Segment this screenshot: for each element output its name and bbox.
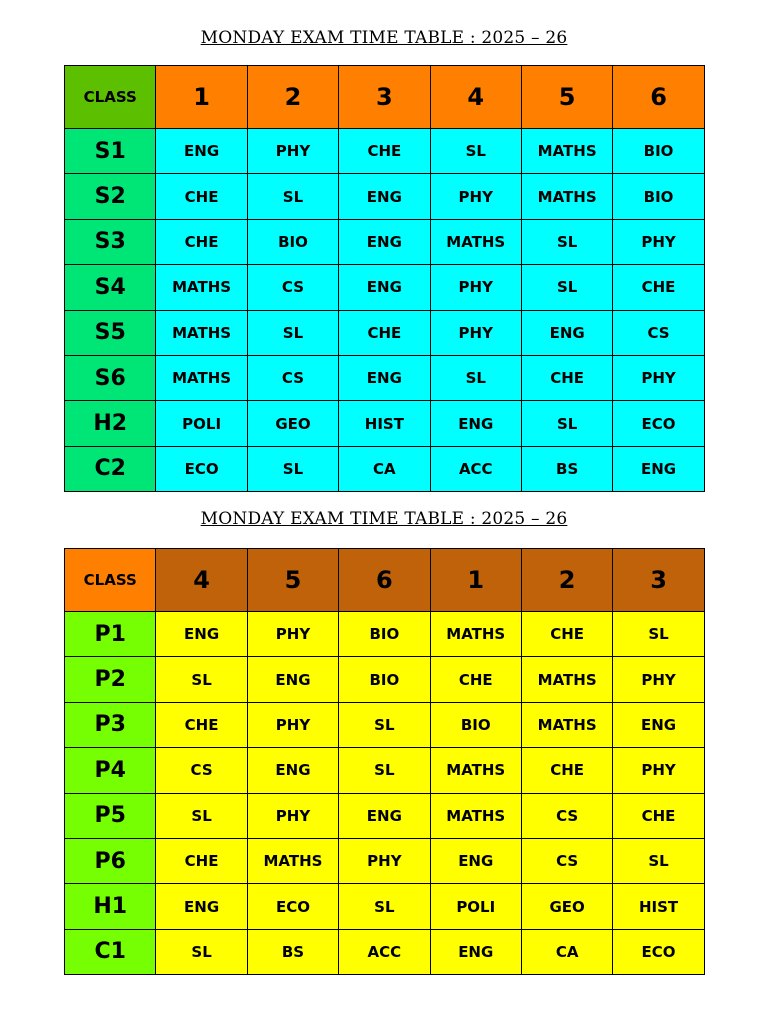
subject-cell: CHE	[613, 793, 704, 838]
subject-cell: MATHS	[521, 174, 612, 219]
subject-cell: SL	[339, 884, 430, 929]
class-name: S3	[65, 219, 156, 264]
period-header: 6	[613, 66, 704, 129]
subject-cell: CHE	[339, 310, 430, 355]
class-name: S4	[65, 265, 156, 310]
period-header: 1	[156, 66, 247, 129]
table-row	[65, 929, 705, 974]
subject-cell: ENG	[339, 793, 430, 838]
table-row	[65, 702, 705, 747]
subject-cell: CHE	[521, 748, 612, 793]
table-row	[65, 355, 705, 400]
period-header: 4	[156, 549, 247, 612]
subject-cell: GEO	[521, 884, 612, 929]
period-header: 5	[247, 549, 338, 612]
subject-cell: ENG	[339, 265, 430, 310]
subject-cell: CHE	[156, 174, 247, 219]
subject-cell: CHE	[156, 219, 247, 264]
subject-cell: SL	[613, 612, 704, 657]
table-row	[65, 838, 705, 883]
subject-cell: ECO	[247, 884, 338, 929]
table-row	[65, 748, 705, 793]
table-row	[65, 446, 705, 491]
table-row	[65, 612, 705, 657]
subject-cell: BIO	[613, 129, 704, 174]
class-name: S6	[65, 355, 156, 400]
subject-cell: ENG	[339, 219, 430, 264]
class-name: S2	[65, 174, 156, 219]
subject-cell: ECO	[156, 446, 247, 491]
subject-cell: BIO	[247, 219, 338, 264]
subject-cell: ENG	[613, 702, 704, 747]
class-name: P5	[65, 793, 156, 838]
class-name: P3	[65, 702, 156, 747]
timetable-2	[64, 548, 705, 975]
subject-cell: BIO	[339, 612, 430, 657]
subject-cell: CHE	[156, 838, 247, 883]
subject-cell: MATHS	[430, 748, 521, 793]
subject-cell: MATHS	[156, 265, 247, 310]
subject-cell: MATHS	[247, 838, 338, 883]
subject-cell: ENG	[156, 884, 247, 929]
subject-cell: PHY	[247, 702, 338, 747]
subject-cell: GEO	[247, 401, 338, 446]
subject-cell: ENG	[247, 657, 338, 702]
subject-cell: ENG	[339, 174, 430, 219]
subject-cell: CHE	[430, 657, 521, 702]
subject-cell: CS	[521, 793, 612, 838]
subject-cell: SL	[613, 838, 704, 883]
header-row	[65, 549, 705, 612]
subject-cell: SL	[521, 265, 612, 310]
subject-cell: CHE	[156, 702, 247, 747]
table-row	[65, 174, 705, 219]
class-name: S5	[65, 310, 156, 355]
subject-cell: ENG	[613, 446, 704, 491]
subject-cell: BS	[247, 929, 338, 974]
subject-cell: SL	[430, 355, 521, 400]
table-row	[65, 129, 705, 174]
table-row	[65, 265, 705, 310]
subject-cell: PHY	[247, 793, 338, 838]
table-row	[65, 884, 705, 929]
subject-cell: HIST	[339, 401, 430, 446]
class-header: CLASS	[65, 66, 156, 129]
period-header: 2	[247, 66, 338, 129]
subject-cell: CA	[521, 929, 612, 974]
subject-cell: POLI	[430, 884, 521, 929]
period-header: 3	[339, 66, 430, 129]
subject-cell: CS	[521, 838, 612, 883]
class-name: H2	[65, 401, 156, 446]
subject-cell: PHY	[430, 174, 521, 219]
class-name: H1	[65, 884, 156, 929]
subject-cell: ENG	[247, 748, 338, 793]
class-name: S1	[65, 129, 156, 174]
period-header: 1	[430, 549, 521, 612]
period-header: 3	[613, 549, 704, 612]
subject-cell: PHY	[339, 838, 430, 883]
subject-cell: SL	[247, 310, 338, 355]
table-row	[65, 310, 705, 355]
subject-cell: MATHS	[430, 612, 521, 657]
subject-cell: ECO	[613, 929, 704, 974]
subject-cell: ENG	[430, 838, 521, 883]
subject-cell: PHY	[613, 657, 704, 702]
subject-cell: CHE	[613, 265, 704, 310]
subject-cell: SL	[247, 446, 338, 491]
subject-cell: MATHS	[521, 129, 612, 174]
subject-cell: CS	[247, 265, 338, 310]
subject-cell: MATHS	[521, 702, 612, 747]
subject-cell: BS	[521, 446, 612, 491]
subject-cell: ECO	[613, 401, 704, 446]
table-row	[65, 793, 705, 838]
subject-cell: ENG	[156, 129, 247, 174]
class-name: C2	[65, 446, 156, 491]
subject-cell: ENG	[156, 612, 247, 657]
subject-cell: ACC	[339, 929, 430, 974]
subject-cell: SL	[339, 748, 430, 793]
subject-cell: CS	[613, 310, 704, 355]
subject-cell: ACC	[430, 446, 521, 491]
class-name: P6	[65, 838, 156, 883]
subject-cell: PHY	[613, 748, 704, 793]
table-row	[65, 401, 705, 446]
subject-cell: PHY	[247, 129, 338, 174]
period-header: 2	[521, 549, 612, 612]
subject-cell: MATHS	[521, 657, 612, 702]
subject-cell: PHY	[430, 265, 521, 310]
header-row	[65, 66, 705, 129]
subject-cell: BIO	[613, 174, 704, 219]
subject-cell: CS	[247, 355, 338, 400]
period-header: 4	[430, 66, 521, 129]
table-row	[65, 657, 705, 702]
period-header: 5	[521, 66, 612, 129]
subject-cell: SL	[521, 401, 612, 446]
subject-cell: ENG	[430, 929, 521, 974]
subject-cell: ENG	[521, 310, 612, 355]
subject-cell: CS	[156, 748, 247, 793]
subject-cell: MATHS	[430, 219, 521, 264]
subject-cell: MATHS	[156, 310, 247, 355]
timetable-1	[64, 65, 705, 492]
subject-cell: POLI	[156, 401, 247, 446]
class-name: P1	[65, 612, 156, 657]
timetable-title-2: MONDAY EXAM TIME TABLE : 2025 – 26	[200, 509, 568, 529]
subject-cell: CHE	[339, 129, 430, 174]
subject-cell: MATHS	[430, 793, 521, 838]
period-header: 6	[339, 549, 430, 612]
subject-cell: SL	[339, 702, 430, 747]
subject-cell: HIST	[613, 884, 704, 929]
subject-cell: PHY	[613, 219, 704, 264]
subject-cell: PHY	[613, 355, 704, 400]
table-row	[65, 219, 705, 264]
class-name: C1	[65, 929, 156, 974]
subject-cell: CA	[339, 446, 430, 491]
subject-cell: PHY	[247, 612, 338, 657]
class-name: P4	[65, 748, 156, 793]
subject-cell: MATHS	[156, 355, 247, 400]
subject-cell: SL	[247, 174, 338, 219]
subject-cell: SL	[156, 929, 247, 974]
subject-cell: SL	[156, 793, 247, 838]
subject-cell: ENG	[430, 401, 521, 446]
subject-cell: BIO	[430, 702, 521, 747]
subject-cell: SL	[156, 657, 247, 702]
subject-cell: SL	[430, 129, 521, 174]
subject-cell: ENG	[339, 355, 430, 400]
subject-cell: PHY	[430, 310, 521, 355]
subject-cell: BIO	[339, 657, 430, 702]
class-name: P2	[65, 657, 156, 702]
subject-cell: CHE	[521, 355, 612, 400]
subject-cell: CHE	[521, 612, 612, 657]
class-header: CLASS	[65, 549, 156, 612]
subject-cell: SL	[521, 219, 612, 264]
timetable-title-1: MONDAY EXAM TIME TABLE : 2025 – 26	[200, 28, 568, 48]
